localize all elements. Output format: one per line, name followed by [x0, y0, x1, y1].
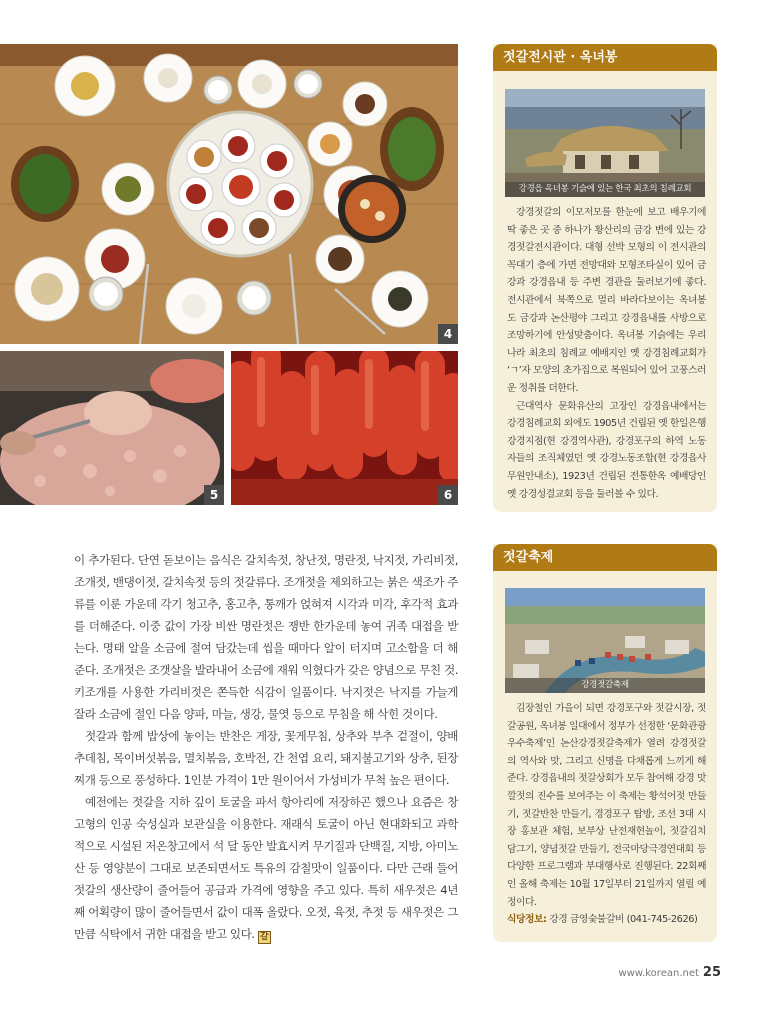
sidebar-title: 젓갈축제 — [493, 544, 717, 571]
restaurant-info-label: 식당정보: — [507, 914, 547, 926]
photo-salted-shrimp — [0, 351, 224, 505]
photo-baptist-church — [505, 89, 705, 197]
sidebar-text — [507, 204, 706, 503]
article-paragraph: 이 추가된다. 단연 돋보이는 음식은 갈치속젓, 창난젓, 명란젓, 낙지젓, 가리비젓, 조개젓, 밴댕이젓, 갈치속젓 등의 젓갈류다. 조개젓을 제외하고는 붉은 색조가 주류를 이룬 가운데 각기 청고추, 홍고추, 통깨가 얹혀져 시각과 미각, 후각적 효과를 더해준다. 이중 값이 가장 비싼 명란젓은 쟁반 한가운데 놓여 귀족 대접을 받는다. 명태 알을 소금에 절여 담갔는데 씹을 때마다 알이 터지며 고소함을 더 해준다. 조개젓은 조갯살을 발라내어 소금에 재워 익혔다가 갖은 양념으로 무친 것. 키조개를 사용한 가리비젓은 쫀득한 식감이 일품이다. 낙지젓은 낙지를 가늘게 잘라 소금에 절인 다음 양파, 마늘, 생강, 물엿 등으로 무침을 해 삭힌 것이다. — [74, 553, 458, 721]
page-number: 25 — [702, 965, 721, 980]
sidebar-museum — [493, 44, 717, 512]
sidebar-text — [507, 700, 706, 929]
sidebar-paragraph: 김장철인 가을이 되면 강경포구와 젓갈시장, 젓갈공원, 옥녀봉 일대에서 정부가 선정한 ‘문화관광 우수축제’인 논산강경젓갈축제가 열려 강경젓갈의 역사와 맛, 그리고 신명을 다채롭게 느끼게 해준다. 강경읍내의 젓갈상회가 모두 참여해 강경 맛깔젓의 진수를 보여주는 이 축제는 황석어젓 만들기, 젓갈반찬 만들기, 경경포구 탐방, 조선 3대 시장 홍보관 체험, 보부상 난전재현놀이, 젓갈김치 담그기, 양념젓갈 만들기, 전국마당극경연대회 등 다양한 프로그램과 부대행사로 진행된다. 22회째인 올해 축제는 10월 17일부터 21일까지 열릴 예정이다. — [507, 703, 706, 908]
article-body — [74, 549, 458, 945]
site-url: www.korean.net — [618, 968, 699, 979]
sidebar-paragraph: 근대역사 문화유산의 고장인 강경읍내에서는 강경침례교회 외에도 1905년 건립된 옛 한일은행 강경지점(현 강경역사관), 강경포구의 하역 노동자들의 조직체였던 옛 강경노동조합(현 강경읍사무원안내소), 1923년 건립된 전통한옥 예배당인 옛 강경성결교회 등을 둘러볼 수 있다. — [507, 400, 706, 500]
photo-number: 5 — [204, 485, 224, 505]
sidebar-paragraph: 강경젓갈의 이모저모를 한눈에 보고 배우기에 딱 좋은 곳 중 하나가 황산리의 금강 변에 있는 강경젓갈전시관이다. 대형 선박 모형의 이 전시관의 꼭대기 층에 가면 전망대와 모형조타실이 있어 금강과 강경읍내 등 주변 경관을 둘러보기에 좋다. 전시관에서 북쪽으로 멀리 바라다보이는 옥녀봉도 금강과 논산평야 그리고 강경읍내를 사방으로 조망하기에 안성맞춤이다. 옥녀봉 기슭에는 우리나라 최초의 침례교 예배지인 옛 강경침례교회가 ‘ㄱ’자 모양의 초가집으로 복원되어 있어 고풍스러운 정취를 더한다. — [507, 207, 706, 394]
restaurant-info-value: 강경 금영숯불갈비 (041-745-2626) — [546, 914, 698, 926]
page-footer — [618, 965, 721, 980]
article-paragraph-text: 예전에는 젓갈을 지하 깊이 토굴을 파서 항아리에 저장하곤 했으나 요즘은 창고형의 인공 숙성실과 보관실을 이용한다. 재래식 토굴이 아닌 현대화되고 과학적으로 시설된 저온창고에서 석 달 동안 발효시켜 무기질과 단백질, 지방, 아미노산 등 영양분이 그대로 보존되면서도 특유의 감칠맛이 일품이다. 다만 근래 들어 젓갈의 생산량이 줄어들어 공급과 가격에 영향을 주고 있다. 특히 새우젓은 4년째 어획량이 많이 줄어들면서 값이 대폭 올랐다. 오젓, 육젓, 추젓 등 새우젓은 그만큼 식탁에서 귀한 대접을 받고 있다. — [74, 795, 458, 941]
sidebar-title: 젓갈전시관 · 옥녀봉 — [493, 44, 717, 71]
sidebar-festival — [493, 544, 717, 942]
photo-table-spread — [0, 44, 458, 344]
photo-festival — [505, 588, 705, 693]
photo-number: 4 — [438, 324, 458, 344]
photo-caption: 강경젓갈축제 — [505, 678, 705, 693]
article-paragraph — [74, 791, 458, 945]
photo-number: 6 — [438, 485, 458, 505]
end-mark-icon: 갈 — [258, 931, 271, 944]
article-paragraph: 젓갈과 함께 밥상에 놓이는 반찬은 게장, 꽃게무침, 상추와 부추 겉절이, 양배추데침, 목이버섯볶음, 멸치볶음, 호박전, 간 천엽 요리, 돼지불고기와 상추, 된장찌개 등으로 풍성하다. 1인분 가격이 1만 원이어서 가성비가 무척 높은 편이다. — [74, 729, 458, 787]
photo-caption: 강경읍 옥녀봉 기슭에 있는 한국 최초의 침례교회 — [505, 182, 705, 197]
restaurant-info — [507, 911, 706, 929]
photo-pollack-roe — [231, 351, 458, 505]
